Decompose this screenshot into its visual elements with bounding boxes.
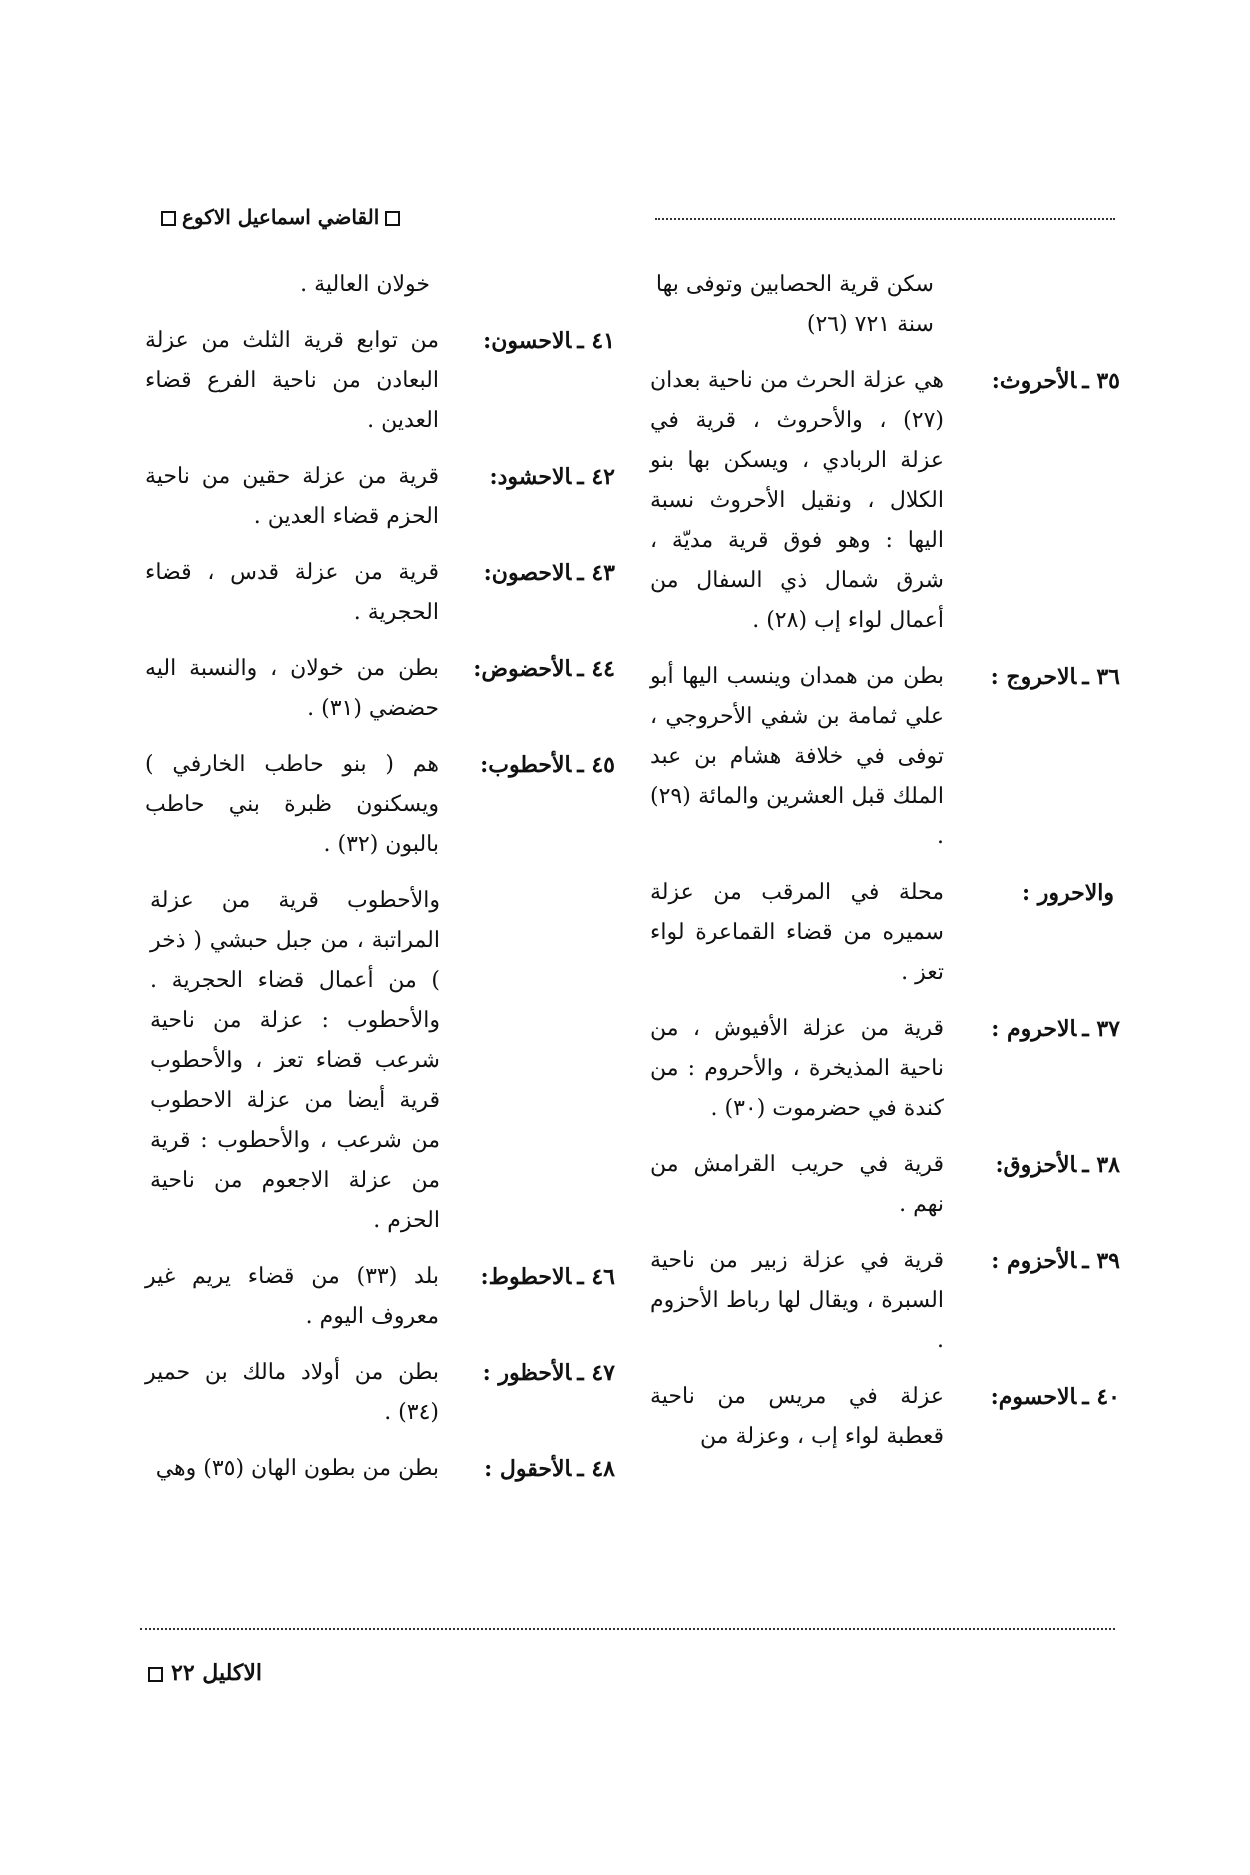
paragraph: والأحطوب قرية من عزلة المراتبة ، من جبل حبشي ( ذخر ) من أعمال قضاء الحجرية . والأحطوب : عزلة من ناحية شرعب قضاء تعز ، والأحطوب قرية أيضا من عزلة الاحطوب من شرعب ، والأحطوب : قرية من عزلة الاجعوم من ناحية الحزم . — [150, 888, 440, 1233]
entry — [145, 1353, 615, 1433]
footer-text: الاكليل ٢٢ — [171, 1660, 263, 1686]
square-bullet-icon — [161, 211, 176, 226]
entry — [650, 1009, 1120, 1129]
entry-body: من توابع قرية الثلث من عزلة البعادن من ناحية الفرع قضاء العدين . — [145, 328, 439, 433]
entry — [650, 873, 1120, 993]
entry-body: قرية من عزلة حقين من ناحية الحزم قضاء العدين . — [145, 464, 439, 529]
entry-head — [944, 1241, 1120, 1361]
entry-body: قرية من عزلة قدس ، قضاء الحجرية . — [145, 560, 439, 625]
entry-head — [944, 1377, 1120, 1457]
entry-body: بلد (٣٣) من قضاء يريم غير معروف اليوم . — [145, 1264, 440, 1329]
entry — [650, 361, 1120, 641]
entry — [650, 1377, 1120, 1457]
entry — [650, 657, 1120, 857]
entry-head — [944, 657, 1120, 857]
square-bullet-icon — [148, 1667, 163, 1682]
entry-head — [944, 361, 1120, 641]
entry-body: بطن من همدان وينسب اليها أبو علي ثمامة بن شفي الأحروجي ، توفى في خلافة هشام بن عبد الملك قبل العشرين والمائة (٢٩) . — [650, 664, 944, 849]
entry-body: هي عزلة الحرث من ناحية بعدان (٢٧) ، والأحروث ، قرية في عزلة الربادي ، ويسكن بها بنو الكلال ، ونقيل الأحروث نسبة اليها : وهو فوق قرية مديّة ، شرق شمال ذي السفال من أعمال لواء إب (٢٨) . — [650, 368, 944, 633]
entry-term: الأحروث: — [991, 368, 1077, 394]
square-bullet-icon — [385, 211, 400, 226]
entry-head — [439, 1449, 615, 1489]
entry-body: محلة في المرقب من عزلة سميره من قضاء القماعرة لواء تعز . — [650, 880, 944, 985]
entry — [145, 649, 615, 729]
entry-body: عزلة في مريس من ناحية قعطبة لواء إب ، وعزلة من — [650, 1384, 944, 1449]
entry-body: قرية من عزلة الأفيوش ، من ناحية المذيخرة ، والأحروم : من كندة في حضرموت (٣٠) . — [650, 1016, 944, 1121]
entry-term: الاحشود: — [489, 464, 572, 490]
entry-term: الأحضوض: — [473, 656, 572, 682]
header-title — [155, 205, 406, 229]
entry-term: الأحزوم : — [991, 1248, 1077, 1274]
entry-number: ٣٩ ـ — [1082, 1248, 1120, 1274]
continuation-text: سكن قرية الحصابين وتوفى بها سنة ٧٢١ (٢٦) — [655, 272, 934, 337]
entry-body: هم ( بنو حاطب الخارفي ) ويسكنون ظبرة بني حاطب بالبون (٣٢) . — [145, 752, 439, 857]
entry-term: الاحطوط: — [480, 1264, 572, 1290]
entry-term: الاحروم : — [991, 1016, 1077, 1042]
entry-term: الأحطوب: — [480, 752, 572, 778]
footer-dotted-rule — [140, 1628, 1115, 1630]
continuation-text: خولان العالية . — [300, 272, 430, 297]
entry-number: ٤٦ ـ — [577, 1264, 615, 1290]
entry-term: الاحسون: — [483, 328, 572, 354]
entry-number: ٤١ ـ — [577, 328, 615, 354]
running-header — [155, 205, 1115, 235]
entry — [145, 553, 615, 633]
entry-head — [439, 1257, 615, 1337]
entry-term: الأحزوق: — [995, 1152, 1077, 1178]
entry-term: والاحرور : — [1021, 880, 1114, 906]
entry — [145, 1257, 615, 1337]
entry-head — [944, 1009, 1120, 1129]
entry — [145, 745, 615, 865]
entry-body: قرية في عزلة زبير من ناحية السبرة ، ويقال لها رباط الأحزوم . — [650, 1248, 944, 1353]
entry-number: ٣٦ ـ — [1082, 664, 1120, 690]
entry-head — [439, 649, 615, 729]
left-column — [145, 265, 615, 1489]
entry-body: قرية في حريب القرامش من نهم . — [650, 1152, 944, 1217]
entry — [650, 1241, 1120, 1361]
entry — [650, 1145, 1120, 1225]
entry-head — [439, 457, 615, 537]
entry-body: بطن من أولاد مالك بن حمير (٣٤) . — [145, 1360, 439, 1425]
header-title-text: القاضي اسماعيل الاكوع — [182, 205, 380, 229]
entry-number: ٤٣ ـ — [577, 560, 615, 586]
entry-number: ٤٨ ـ — [577, 1456, 615, 1482]
entry — [145, 321, 615, 441]
entry-term: الأحقول : — [484, 1456, 572, 1482]
entry-number: ٣٧ ـ — [1082, 1016, 1120, 1042]
entry-number: ٤٠ ـ — [1082, 1384, 1120, 1410]
entry-body: بطن من خولان ، والنسبة اليه حضضي (٣١) . — [145, 656, 439, 721]
entry-number: ٣٨ ـ — [1082, 1152, 1120, 1178]
entry-head — [944, 1145, 1120, 1225]
entry-head — [439, 553, 615, 633]
entry-number: ٤٥ ـ — [577, 752, 615, 778]
entry-head — [439, 321, 615, 441]
entry-head — [439, 1353, 615, 1433]
entry-number: ٤٤ ـ — [577, 656, 615, 682]
right-column — [650, 265, 1120, 1457]
entry-term: الاحصون: — [483, 560, 572, 586]
entry-number: ٤٧ ـ — [577, 1360, 615, 1386]
header-dotted-rule — [655, 218, 1115, 220]
entry-term: الاحروج : — [990, 664, 1077, 690]
entry-number: ٤٢ ـ — [577, 464, 615, 490]
entry-head — [439, 745, 615, 865]
entry-head — [944, 873, 1120, 993]
entry — [145, 457, 615, 537]
entry-term: الأحظور : — [482, 1360, 572, 1386]
entry-number: ٣٥ ـ — [1082, 368, 1120, 394]
entry — [145, 1449, 615, 1489]
entry-term: الاحسوم: — [990, 1384, 1077, 1410]
running-footer — [140, 1660, 262, 1686]
entry-body: بطن من بطون الهان (٣٥) وهي — [155, 1456, 439, 1481]
